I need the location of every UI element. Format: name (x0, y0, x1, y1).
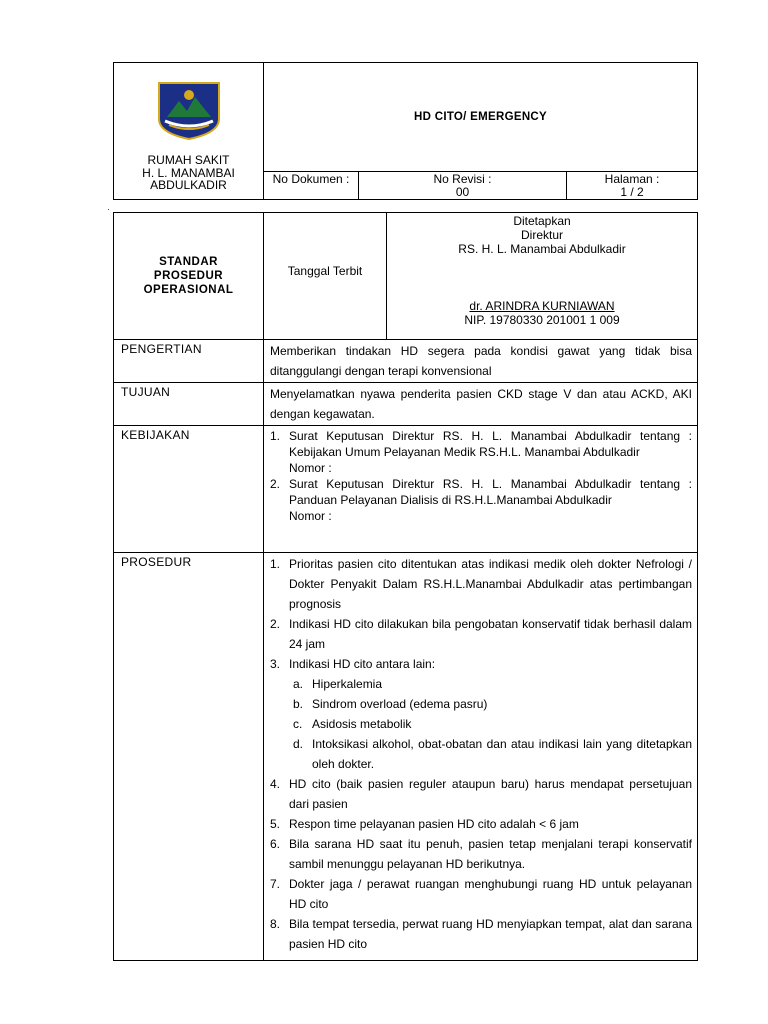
tujuan-text: Menyelamatkan nyawa penderita pasien CKD stage V dan atau ACKD, AKI dengan kegawatan. (264, 383, 698, 426)
sop-title: STANDAR PROSEDUR OPERASIONAL (114, 213, 264, 340)
list-item: 6. Bila sarana HD saat itu penuh, pasien tetap menjalani terapi konservatif sambil menunggu pelayanan HD berikutnya. (270, 837, 692, 871)
no-revisi-cell: No Revisi : 00 (359, 172, 567, 200)
hospital-logo-cell (114, 63, 264, 200)
list-item: 4. HD cito (baik pasien reguler ataupun baru) harus mendapat persetujuan dari pasien (270, 777, 692, 811)
prosedur-list (270, 554, 692, 954)
scan-dot (108, 209, 109, 210)
list-item: 1. Surat Keputusan Direktur RS. H. L. Manambai Abdulkadir tentang : Kebijakan Umum Pelayanan Medik RS.H.L. Manambai Abdulkadir Nomor : (270, 429, 692, 475)
kebijakan-content (264, 426, 698, 553)
pengertian-label: PENGERTIAN (114, 340, 264, 383)
list-item: 5. Respon time pelayanan pasien HD cito adalah < 6 jam (270, 817, 579, 831)
signer-name: dr. ARINDRA KURNIAWAN (469, 299, 615, 313)
signer-nip: NIP. 19780330 201001 1 009 (464, 313, 620, 327)
tanggal-terbit: Tanggal Terbit (264, 213, 387, 340)
hospital-logo-icon (155, 81, 223, 141)
list-item: 3. Indikasi HD cito antara lain: (270, 657, 436, 671)
document-header (113, 62, 698, 200)
list-item: 2. Surat Keputusan Direktur RS. H. L. Manambai Abdulkadir tentang : Panduan Pelayanan Dialisis di RS.H.L.Manambai Abdulkadir Nomor : (270, 477, 692, 523)
approval-block: Ditetapkan Direktur RS. H. L. Manambai Abdulkadir dr. ARINDRA KURNIAWAN NIP. 19780330 201001 1 009 (387, 213, 698, 340)
halaman-cell: Halaman : 1 / 2 (567, 172, 698, 200)
kebijakan-label: KEBIJAKAN (114, 426, 264, 553)
sub-list-item: a. Hiperkalemia (293, 677, 383, 691)
kebijakan-list (270, 428, 692, 524)
list-item: 7. Dokter jaga / perawat ruangan menghubungi ruang HD untuk pelayanan HD cito (270, 877, 692, 911)
prosedur-content (264, 553, 698, 961)
list-item: 2. Indikasi HD cito dilakukan bila pengobatan konservatif tidak berhasil dalam 24 jam (270, 617, 692, 651)
list-item: 1. Prioritas pasien cito ditentukan atas indikasi medik oleh dokter Nefrologi / Dokter Penyakit Dalam RS.H.L.Manambai Abdulkadir atas pertimbangan prognosis (270, 557, 692, 611)
sop-table (113, 212, 698, 961)
sub-list-item: b. Sindrom overload (edema pasru) (293, 697, 488, 711)
prosedur-label: PROSEDUR (114, 553, 264, 961)
sub-list-item: c. Asidosis metabolik (293, 717, 412, 731)
document-title: HD CITO/ EMERGENCY (264, 63, 698, 172)
sub-list-item: d. Intoksikasi alkohol, obat-obatan dan atau indikasi lain yang ditetapkan oleh dokter. (293, 737, 692, 771)
no-dokumen-cell: No Dokumen : (264, 172, 359, 200)
hospital-name: RUMAH SAKIT H. L. MANAMBAI ABDULKADIR (142, 153, 235, 192)
list-item: 8. Bila tempat tersedia, perwat ruang HD menyiapkan tempat, alat dan sarana pasien HD cito (270, 917, 692, 951)
pengertian-text: Memberikan tindakan HD segera pada kondisi gawat yang tidak bisa ditanggulangi dengan terapi konvensional (264, 340, 698, 383)
tujuan-label: TUJUAN (114, 383, 264, 426)
